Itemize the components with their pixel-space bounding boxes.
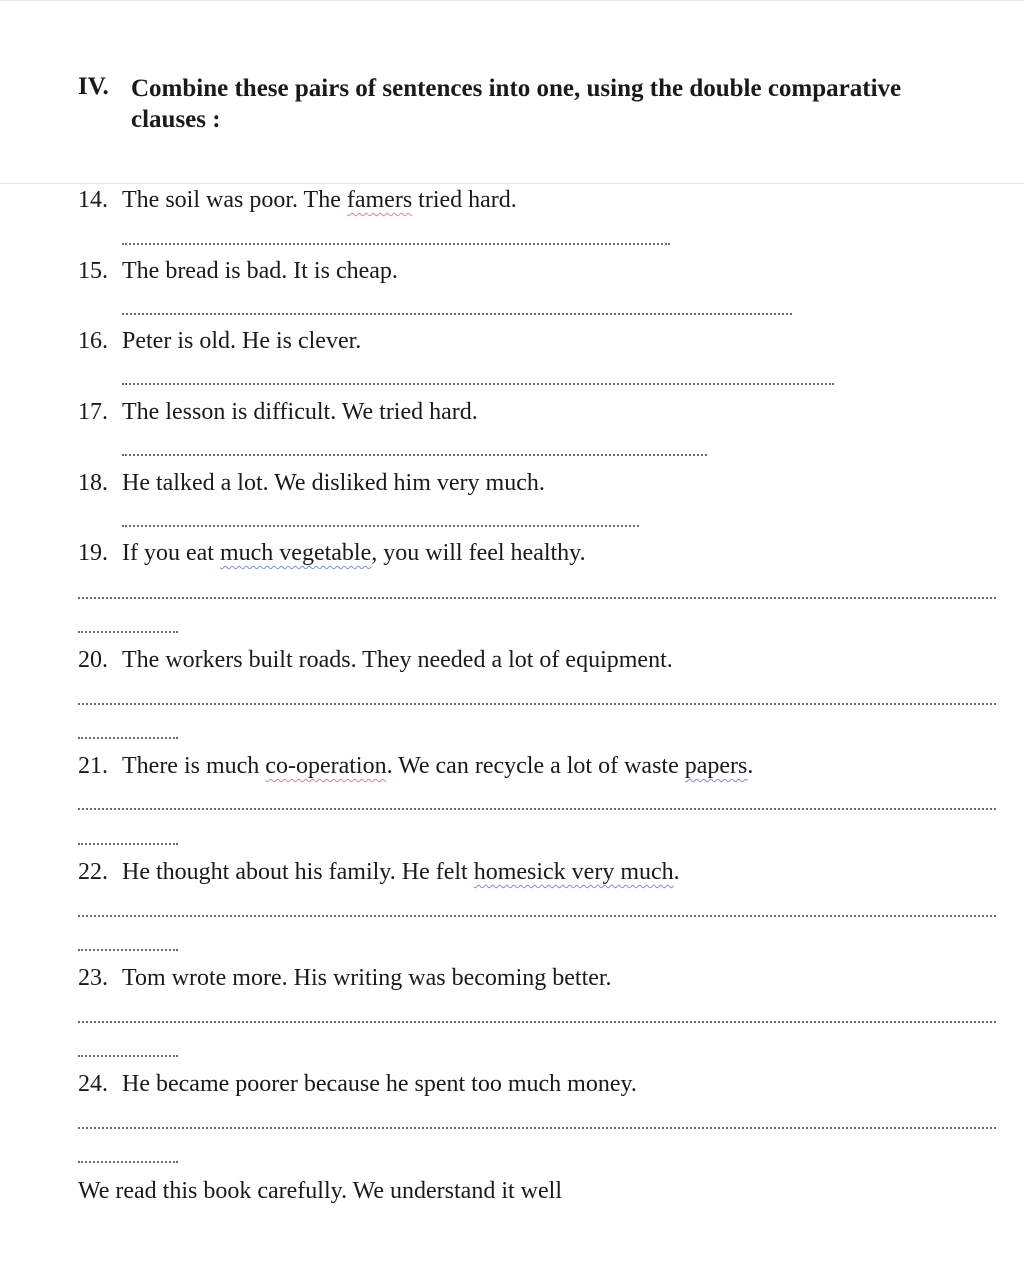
section-number: IV. (78, 73, 109, 100)
answer-line[interactable] (78, 703, 996, 705)
extra-sentence: We read this book carefully. We understand it well (78, 1178, 562, 1204)
question-text: The workers built roads. They needed a lot of equipment. (122, 647, 673, 673)
answer-line[interactable] (122, 383, 834, 385)
answer-line[interactable] (78, 1127, 996, 1129)
answer-line[interactable] (78, 597, 996, 599)
question-number: 22. (78, 859, 108, 885)
answer-line[interactable] (122, 525, 639, 527)
question-text: Tom wrote more. His writing was becoming better. (122, 965, 612, 991)
answer-line[interactable] (122, 454, 707, 456)
answer-line[interactable] (78, 1021, 996, 1023)
question-text: Peter is old. He is clever. (122, 328, 362, 354)
question-number: 21. (78, 753, 108, 779)
answer-line-continued[interactable] (78, 1161, 178, 1163)
grammar-flag: papers (684, 753, 748, 779)
question-number: 14. (78, 187, 108, 213)
question-number: 18. (78, 470, 108, 496)
answer-line-continued[interactable] (78, 949, 178, 951)
question-text: He became poorer because he spent too much money. (122, 1071, 637, 1097)
answer-line-continued[interactable] (78, 843, 178, 845)
question-number: 17. (78, 399, 108, 425)
answer-line[interactable] (78, 808, 996, 810)
spell-flag: co-operation (265, 753, 387, 779)
question-number: 16. (78, 328, 108, 354)
question-number: 15. (78, 258, 108, 284)
question-text: The soil was poor. The famers tried hard. (122, 187, 517, 213)
answer-line[interactable] (122, 313, 792, 315)
question-text: If you eat much vegetable, you will feel healthy. (122, 540, 586, 566)
question-text: The bread is bad. It is cheap. (122, 258, 398, 284)
question-text: The lesson is difficult. We tried hard. (122, 399, 478, 425)
question-number: 19. (78, 540, 108, 566)
question-number: 24. (78, 1071, 108, 1097)
question-number: 23. (78, 965, 108, 991)
grammar-flag: much vegetable (219, 540, 372, 566)
question-text: He thought about his family. He felt homesick very much. (122, 859, 680, 885)
spell-flag: famers (346, 187, 413, 213)
answer-line-continued[interactable] (78, 737, 178, 739)
section-header (0, 1, 1024, 184)
answer-line-continued[interactable] (78, 631, 178, 633)
section-title: Combine these pairs of sentences into one, using the double comparative clauses : (131, 75, 902, 133)
question-text: He talked a lot. We disliked him very much. (122, 470, 545, 496)
answer-line-continued[interactable] (78, 1055, 178, 1057)
question-text: There is much co-operation. We can recycle a lot of waste papers. (122, 753, 754, 779)
answer-line[interactable] (78, 915, 996, 917)
answer-line[interactable] (122, 243, 670, 245)
question-number: 20. (78, 647, 108, 673)
grammar-flag: homesick very much (473, 859, 674, 885)
